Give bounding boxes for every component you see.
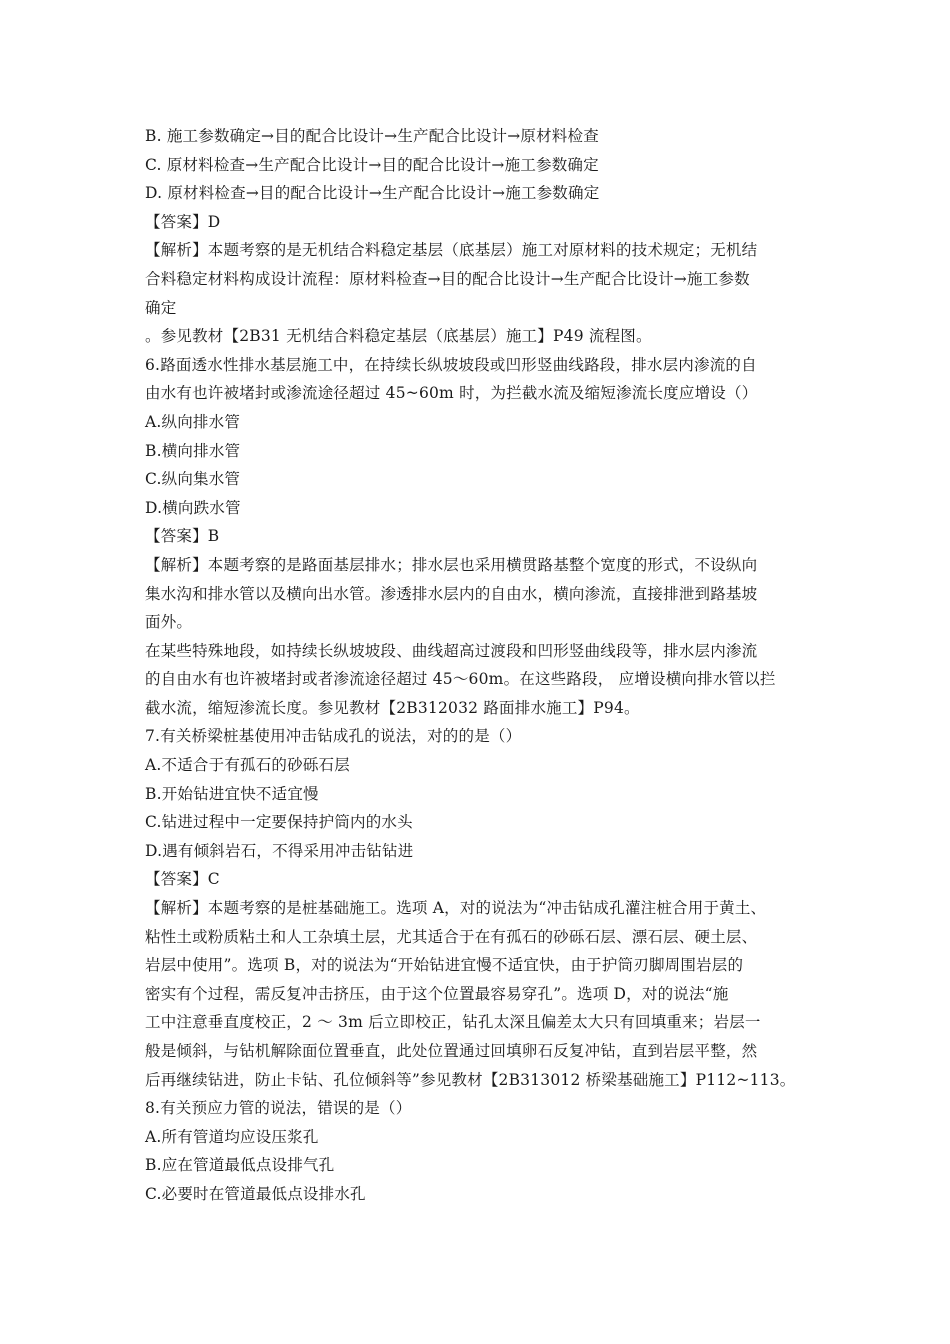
option-b-line: B.开始钻进宜快不适宜慢 — [145, 784, 319, 803]
analysis-line: 。参见教材【2B31 无机结合料稳定基层（底基层）施工】P49 流程图。 — [145, 327, 652, 346]
analysis-line: 集水沟和排水管以及横向出水管。渗透排水层内的自由水，横向渗流，直接排泄到路基坡 — [145, 584, 758, 603]
analysis-line: 的自由水有也许被堵封或者渗流途径超过 45～60m。在这些路段， 应增设横向排水管以拦 — [145, 670, 776, 689]
analysis-line: 合料稳定材料构成设计流程：原材料检查→目的配合比设计→生产配合比设计→施工参数 — [145, 269, 750, 288]
analysis-line: 【解析】本题考察的是路面基层排水；排水层也采用横贯路基整个宽度的形式，不设纵向 — [145, 555, 758, 574]
analysis-line: 【解析】本题考察的是桩基础施工。选项 A，对的说法为“冲击钻成孔灌注桩合用于黄土、 — [145, 899, 767, 918]
analysis-line: 【解析】本题考察的是无机结合料稳定基层（底基层）施工对原材料的技术规定；无机结 — [145, 241, 758, 260]
document-page — [145, 122, 825, 1209]
answer-line: 【答案】B — [145, 527, 220, 546]
option-a-line: A.纵向排水管 — [145, 412, 241, 431]
option-d-line: D.遇有倾斜岩石，不得采用冲击钻钻进 — [145, 841, 414, 860]
option-b-line: B.应在管道最低点设排气孔 — [145, 1156, 335, 1175]
analysis-line: 截水流，缩短渗流长度。参见教材【2B312032 路面排水施工】P94。 — [145, 698, 640, 717]
option-d-line: D. 原材料检查→目的配合比设计→生产配合比设计→施工参数确定 — [145, 184, 600, 203]
analysis-line: 后再继续钻进，防止卡钻、孔位倾斜等”参见教材【2B313012 桥梁基础施工】P112~113。 — [145, 1070, 796, 1089]
option-c-line: C.钻进过程中一定要保持护筒内的水头 — [145, 813, 413, 832]
option-d-line: D.横向跌水管 — [145, 498, 241, 517]
option-a-line: A.所有管道均应设压浆孔 — [145, 1127, 319, 1146]
answer-line: 【答案】C — [145, 870, 220, 889]
option-c-line: C.纵向集水管 — [145, 470, 241, 489]
option-b-line: B. 施工参数确定→目的配合比设计→生产配合比设计→原材料检查 — [145, 127, 599, 145]
answer-line: 【答案】D — [145, 212, 221, 231]
analysis-line: 密实有个过程，需反复冲击挤压，由于这个位置最容易穿孔”。选项 D，对的说法“施 — [145, 984, 729, 1003]
question-6-line: 由水有也许被堵封或渗流途径超过 45~60m 时，为拦截水流及缩短渗流长度应增设（） — [145, 384, 758, 403]
option-c-line: C. 原材料检查→生产配合比设计→目的配合比设计→施工参数确定 — [145, 155, 599, 174]
analysis-line: 工中注意垂直度校正，2 ～ 3m 后立即校正，钻孔太深且偏差太大只有回填重来；岩层一 — [145, 1013, 761, 1032]
analysis-line: 确定 — [145, 298, 177, 317]
analysis-line: 在某些特殊地段，如持续长纵坡坡段、曲线超高过渡段和凹形竖曲线段等，排水层内渗流 — [145, 641, 758, 660]
option-a-line: A.不适合于有孤石的砂砾石层 — [145, 756, 350, 775]
analysis-line: 面外。 — [145, 613, 193, 632]
analysis-line: 岩层中使用”。选项 B，对的说法为“开始钻进宜慢不适宜快，由于护筒刃脚周围岩层的 — [145, 956, 744, 975]
option-b-line: B.横向排水管 — [145, 441, 241, 460]
question-6-line: 6.路面透水性排水基层施工中，在持续长纵坡坡段或凹形竖曲线路段，排水层内渗流的自 — [145, 355, 757, 374]
question-8-line: 8.有关预应力管的说法，错误的是（） — [145, 1099, 412, 1118]
analysis-line: 粘性土或粉质粘土和人工杂填土层，尤其适合于在有孤石的砂砾石层、漂石层、硬土层、 — [145, 927, 758, 946]
option-c-line: C.必要时在管道最低点设排水孔 — [145, 1184, 366, 1203]
question-7-line: 7.有关桥梁桩基使用冲击钻成孔的说法，对的的是（） — [145, 727, 522, 746]
analysis-line: 般是倾斜，与钻机解除面位置垂直，此处位置通过回填卵石反复冲钻，直到岩层平整，然 — [145, 1042, 758, 1060]
